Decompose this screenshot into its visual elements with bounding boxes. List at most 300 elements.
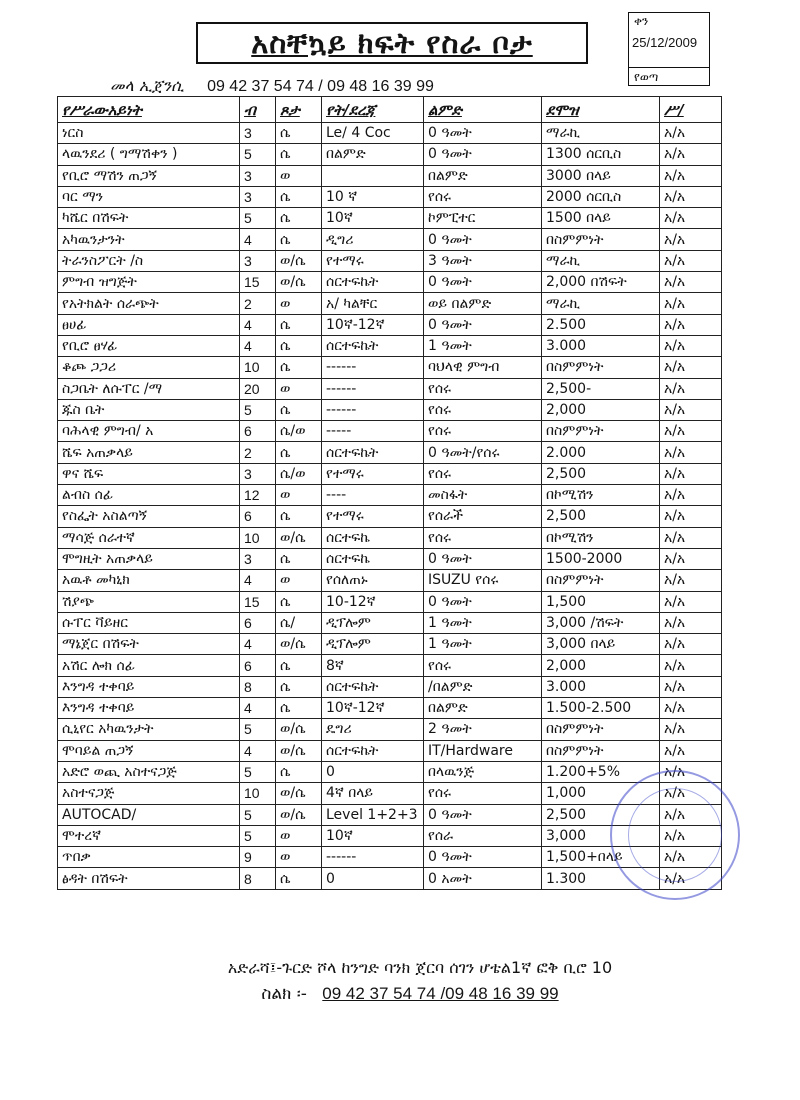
cell-job-type: ሼፍ አጠቃላይ (58, 442, 240, 463)
footer-phone-line (150, 984, 670, 1004)
cell-location: አ/አ (660, 698, 722, 719)
cell-count: 4 (240, 229, 276, 250)
cell-salary: በስምምነት (542, 357, 660, 378)
cell-experience: 0 አመት (424, 868, 542, 889)
cell-count: 5 (240, 399, 276, 420)
cell-education: የሰለጠኑ (322, 570, 424, 591)
cell-location: አ/አ (660, 868, 722, 889)
cell-count: 3 (240, 186, 276, 207)
table-row (58, 655, 722, 676)
cell-count: 9 (240, 847, 276, 868)
cell-location: አ/አ (660, 485, 722, 506)
cell-gender: ወ (276, 293, 322, 314)
cell-location: አ/አ (660, 740, 722, 761)
cell-job-type: ቆጮ ጋጋሪ (58, 357, 240, 378)
cell-gender: ሴ (276, 655, 322, 676)
cell-experience: 0 ዓመት (424, 847, 542, 868)
cell-salary: በኮሚሽን (542, 485, 660, 506)
cell-salary: 3000 በላይ (542, 165, 660, 186)
cell-education: 10-12ኛ (322, 591, 424, 612)
cell-salary: 2,000 (542, 655, 660, 676)
cell-experience: 1 ዓመት (424, 634, 542, 655)
footer-phone-label: ስልክ ፡- (261, 984, 307, 1004)
cell-education: ሰርተፍኬት (322, 676, 424, 697)
cell-education: ---- (322, 485, 424, 506)
table-header-row (58, 97, 722, 123)
cell-gender: ሴ (276, 591, 322, 612)
cell-count: 6 (240, 655, 276, 676)
table-row (58, 570, 722, 591)
cell-experience: /በልምድ (424, 676, 542, 697)
cell-education: ----- (322, 421, 424, 442)
table-row (58, 399, 722, 420)
cell-location: አ/አ (660, 165, 722, 186)
cell-count: 3 (240, 463, 276, 484)
cell-gender: ወ (276, 165, 322, 186)
table-row (58, 761, 722, 782)
cell-count: 4 (240, 740, 276, 761)
table-row (58, 698, 722, 719)
cell-count: 5 (240, 208, 276, 229)
table-row (58, 378, 722, 399)
cell-job-type: የቢሮ ማሽን ጠጋኝ (58, 165, 240, 186)
cell-gender: ሴ (276, 868, 322, 889)
cell-education: 10ኛ-12ኛ (322, 698, 424, 719)
cell-experience: 0 ዓመት (424, 591, 542, 612)
cell-education: ሰርተፍኬ (322, 548, 424, 569)
jobs-table (57, 96, 722, 890)
cell-experience: IT/Hardware (424, 740, 542, 761)
cell-salary: 2,500- (542, 378, 660, 399)
cell-education: 0 (322, 868, 424, 889)
table-row (58, 783, 722, 804)
cell-experience: ባህላዊ ምግብ (424, 357, 542, 378)
cell-salary: 3.000 (542, 335, 660, 356)
cell-experience: 0 ዓመት (424, 144, 542, 165)
cell-education: ------ (322, 357, 424, 378)
cell-job-type: ጁስ ቤት (58, 399, 240, 420)
cell-experience: 0 ዓመት (424, 548, 542, 569)
table-row (58, 442, 722, 463)
cell-gender: ሴ (276, 442, 322, 463)
table-row (58, 676, 722, 697)
cell-salary: 1,500+በላይ (542, 847, 660, 868)
cell-job-type: ሱፐር ቫይዘር (58, 612, 240, 633)
cell-salary: 2.500 (542, 314, 660, 335)
cell-education (322, 165, 424, 186)
cell-education: ሰርተፍኬት (322, 442, 424, 463)
cell-salary: በስምምነት (542, 229, 660, 250)
cell-location: አ/አ (660, 123, 722, 144)
cell-experience: የሰሩ (424, 399, 542, 420)
date-value: 25/12/2009 (632, 35, 698, 50)
cell-job-type: ሞተረኛ (58, 825, 240, 846)
cell-location: አ/አ (660, 229, 722, 250)
cell-experience: በልምድ (424, 698, 542, 719)
cell-count: 8 (240, 676, 276, 697)
cell-experience: በልምድ (424, 165, 542, 186)
cell-location: አ/አ (660, 676, 722, 697)
cell-experience: የሰሩ (424, 186, 542, 207)
table-row (58, 421, 722, 442)
cell-job-type: ማሳጅ ሰራተኛ (58, 527, 240, 548)
table-row (58, 804, 722, 825)
cell-gender: ወ (276, 570, 322, 591)
cell-count: 8 (240, 868, 276, 889)
agency-phones: 09 42 37 54 74 / 09 48 16 39 99 (207, 78, 434, 95)
table-row (58, 825, 722, 846)
table-row (58, 463, 722, 484)
cell-salary: 2,500 (542, 463, 660, 484)
cell-job-type: እንግዳ ተቀባይ (58, 676, 240, 697)
cell-experience: የሰሩ (424, 655, 542, 676)
cell-salary: 1.300 (542, 868, 660, 889)
cell-job-type: ሲኒየር አካዉንታት (58, 719, 240, 740)
table-row (58, 335, 722, 356)
cell-gender: ወ (276, 485, 322, 506)
cell-experience: 0 ዓመት (424, 314, 542, 335)
cell-count: 12 (240, 485, 276, 506)
table-row (58, 314, 722, 335)
cell-gender: ወ (276, 378, 322, 399)
cell-salary: ማራኪ (542, 293, 660, 314)
cell-count: 5 (240, 761, 276, 782)
table-row (58, 719, 722, 740)
cell-location: አ/አ (660, 847, 722, 868)
cell-education: ዲፕሎም (322, 634, 424, 655)
cell-location: አ/አ (660, 442, 722, 463)
cell-job-type: ፅዳት በሽፍት (58, 868, 240, 889)
cell-experience: 0 ዓመት (424, 804, 542, 825)
cell-location: አ/አ (660, 144, 722, 165)
cell-education: የተማሩ (322, 250, 424, 271)
cell-salary: ማራኪ (542, 250, 660, 271)
cell-job-type: አስተናጋጅ (58, 783, 240, 804)
cell-salary: 1.500-2.500 (542, 698, 660, 719)
cell-location: አ/አ (660, 825, 722, 846)
agency-name: መላ ኢጀንሲ (110, 76, 184, 95)
cell-count: 3 (240, 165, 276, 186)
cell-gender: ሴ (276, 186, 322, 207)
cell-education: ሰርተፍኬት (322, 740, 424, 761)
cell-salary: 3,000 /ሽፍት (542, 612, 660, 633)
cell-job-type: ነርስ (58, 123, 240, 144)
cell-count: 15 (240, 591, 276, 612)
cell-job-type: አሽር ሎክ ሰፊ (58, 655, 240, 676)
cell-education: ሰርተፍኬ (322, 527, 424, 548)
cell-salary: 2,500 (542, 506, 660, 527)
cell-experience: የሰሩ (424, 378, 542, 399)
table-row (58, 357, 722, 378)
cell-location: አ/አ (660, 612, 722, 633)
header-education: የት/ደረጃ (322, 97, 424, 123)
cell-experience: 0 ዓመት (424, 272, 542, 293)
ref-label: የወጣ (634, 70, 659, 84)
cell-gender: ሴ (276, 399, 322, 420)
table-row (58, 250, 722, 271)
cell-job-type: የአትክልት ሰራጭት (58, 293, 240, 314)
cell-gender: ወ/ሴ (276, 527, 322, 548)
cell-education: በልምድ (322, 144, 424, 165)
cell-location: አ/አ (660, 272, 722, 293)
cell-location: አ/አ (660, 250, 722, 271)
cell-salary: 3,000 በላይ (542, 634, 660, 655)
cell-count: 6 (240, 421, 276, 442)
agency-line (110, 76, 590, 98)
cell-experience: የሰሩ (424, 421, 542, 442)
date-box (628, 12, 710, 86)
cell-experience: የሰሩ (424, 783, 542, 804)
cell-count: 5 (240, 719, 276, 740)
cell-location: አ/አ (660, 634, 722, 655)
cell-location: አ/አ (660, 399, 722, 420)
table-row (58, 634, 722, 655)
cell-count: 3 (240, 250, 276, 271)
cell-gender: ወ/ሴ (276, 250, 322, 271)
table-row (58, 272, 722, 293)
cell-gender: ሴ/ወ (276, 421, 322, 442)
cell-salary: 1,000 (542, 783, 660, 804)
cell-gender: ወ (276, 847, 322, 868)
cell-salary: 1.200+5% (542, 761, 660, 782)
cell-experience: ISUZU የሰሩ (424, 570, 542, 591)
cell-gender: ሴ (276, 548, 322, 569)
cell-location: አ/አ (660, 293, 722, 314)
cell-education: ሰርተፍኬት (322, 335, 424, 356)
cell-experience: 0 ዓመት/የሰሩ (424, 442, 542, 463)
cell-gender: ወ/ሴ (276, 740, 322, 761)
cell-count: 4 (240, 634, 276, 655)
cell-job-type: ጥበቃ (58, 847, 240, 868)
cell-experience: 0 ዓመት (424, 229, 542, 250)
cell-experience: 1 ዓመት (424, 335, 542, 356)
header-location: ሥ/ (660, 97, 722, 123)
cell-location: አ/አ (660, 655, 722, 676)
cell-gender: ሴ (276, 676, 322, 697)
cell-education: ሰርተፍኬት (322, 272, 424, 293)
cell-count: 10 (240, 783, 276, 804)
cell-education: የተማሩ (322, 463, 424, 484)
cell-location: አ/አ (660, 378, 722, 399)
cell-education: 10ኛ (322, 208, 424, 229)
footer-address: አድራሻ፤-ጉርድ ሾላ ከንግድ ባንክ ጀርባ ሰገን ሆቴል1ኛ ፎቅ ቢሮ 10 (227, 958, 613, 977)
cell-location: አ/አ (660, 591, 722, 612)
cell-experience: 2 ዓመት (424, 719, 542, 740)
cell-education: 4ኛ በላይ (322, 783, 424, 804)
cell-salary: በኮሚሽን (542, 527, 660, 548)
cell-job-type: ትራንስፖርት /ስ (58, 250, 240, 271)
table-row (58, 208, 722, 229)
cell-job-type: ፀሀፊ (58, 314, 240, 335)
cell-location: አ/አ (660, 761, 722, 782)
cell-salary: በስምምነት (542, 740, 660, 761)
footer-phones: 09 42 37 54 74 /09 48 16 39 99 (322, 984, 559, 1003)
cell-salary: ማራኪ (542, 123, 660, 144)
cell-job-type: አካዉንታንት (58, 229, 240, 250)
cell-count: 10 (240, 527, 276, 548)
date-label: ቀን (634, 14, 649, 28)
cell-count: 4 (240, 314, 276, 335)
cell-count: 10 (240, 357, 276, 378)
cell-experience: ወይ በልምድ (424, 293, 542, 314)
cell-location: አ/አ (660, 314, 722, 335)
cell-count: 2 (240, 293, 276, 314)
cell-job-type: የቢሮ ፀሃፊ (58, 335, 240, 356)
table-row (58, 293, 722, 314)
cell-salary: 2.000 (542, 442, 660, 463)
table-row (58, 123, 722, 144)
cell-gender: ሴ/ (276, 612, 322, 633)
cell-experience: 1 ዓመት (424, 612, 542, 633)
header-experience: ልምድ (424, 97, 542, 123)
table-row (58, 868, 722, 889)
cell-count: 5 (240, 144, 276, 165)
cell-salary: 3,000 (542, 825, 660, 846)
cell-gender: ሴ (276, 208, 322, 229)
cell-location: አ/አ (660, 548, 722, 569)
cell-job-type: ልብስ ሰፊ (58, 485, 240, 506)
table-row (58, 485, 722, 506)
table-row (58, 144, 722, 165)
cell-gender: ሴ (276, 144, 322, 165)
cell-count: 4 (240, 335, 276, 356)
cell-education: Le/ 4 Coc (322, 123, 424, 144)
cell-gender: ሴ (276, 229, 322, 250)
table-row (58, 740, 722, 761)
cell-count: 2 (240, 442, 276, 463)
cell-salary: 2,000 (542, 399, 660, 420)
cell-location: አ/አ (660, 208, 722, 229)
table-row (58, 548, 722, 569)
cell-experience: በላዉንጅ (424, 761, 542, 782)
cell-count: 3 (240, 548, 276, 569)
cell-education: ------ (322, 378, 424, 399)
page-title (196, 22, 588, 64)
cell-education: 0 (322, 761, 424, 782)
cell-education: Level 1+2+3 (322, 804, 424, 825)
cell-job-type: ማኔጀር በሽፍት (58, 634, 240, 655)
cell-salary: 1500 በላይ (542, 208, 660, 229)
cell-education: 10 ኛ (322, 186, 424, 207)
cell-education: ዲፕሎም (322, 612, 424, 633)
cell-job-type: ሞባይል ጠጋኝ (58, 740, 240, 761)
cell-location: አ/አ (660, 783, 722, 804)
cell-education: ዴግሪ (322, 719, 424, 740)
cell-job-type: አዉቶ መካኒክ (58, 570, 240, 591)
cell-job-type: ስጋቤት ለሱፐር /ማ (58, 378, 240, 399)
cell-salary: በስምምነት (542, 570, 660, 591)
table-row (58, 186, 722, 207)
header-job-type: የሥራውአይነት (58, 97, 240, 123)
cell-education: አ/ ካልቸር (322, 293, 424, 314)
cell-education: 10ኛ (322, 825, 424, 846)
cell-salary: 2,000 በሽፍት (542, 272, 660, 293)
table-row (58, 591, 722, 612)
cell-job-type: የስፌት አስልጣኝ (58, 506, 240, 527)
cell-gender: ሴ (276, 357, 322, 378)
cell-count: 4 (240, 570, 276, 591)
cell-education: ------ (322, 399, 424, 420)
cell-job-type: ባር ማን (58, 186, 240, 207)
jobs-table-body (58, 123, 722, 890)
cell-job-type: AUTOCAD/ (58, 804, 240, 825)
cell-job-type: ላዉንደሪ ( ግማሽቀን ) (58, 144, 240, 165)
cell-salary: በስምምነት (542, 719, 660, 740)
cell-salary: 3.000 (542, 676, 660, 697)
cell-count: 3 (240, 123, 276, 144)
cell-location: አ/አ (660, 506, 722, 527)
cell-experience: የሰሩ (424, 463, 542, 484)
table-row (58, 847, 722, 868)
cell-experience: ኮምፒተር (424, 208, 542, 229)
cell-count: 6 (240, 506, 276, 527)
cell-education: 10ኛ-12ኛ (322, 314, 424, 335)
table-row (58, 229, 722, 250)
cell-gender: ሴ (276, 314, 322, 335)
cell-location: አ/አ (660, 186, 722, 207)
table-row (58, 506, 722, 527)
cell-location: አ/አ (660, 335, 722, 356)
cell-experience: የሰራች (424, 506, 542, 527)
cell-salary: በስምምነት (542, 421, 660, 442)
cell-gender: ሴ (276, 698, 322, 719)
cell-gender: ወ/ሴ (276, 272, 322, 293)
header-count: ብ (240, 97, 276, 123)
cell-location: አ/አ (660, 463, 722, 484)
cell-experience: የሰሩ (424, 527, 542, 548)
cell-salary: 2000 ሰርቢስ (542, 186, 660, 207)
cell-count: 20 (240, 378, 276, 399)
cell-salary: 1500-2000 (542, 548, 660, 569)
cell-count: 5 (240, 804, 276, 825)
cell-gender: ሴ (276, 506, 322, 527)
cell-location: አ/አ (660, 357, 722, 378)
cell-gender: ወ/ሴ (276, 719, 322, 740)
cell-gender: ሴ (276, 123, 322, 144)
cell-job-type: ባሕላዊ ምግብ/ አ (58, 421, 240, 442)
date-box-divider (629, 67, 709, 68)
cell-count: 4 (240, 698, 276, 719)
cell-job-type: እንግዳ ተቀባይ (58, 698, 240, 719)
cell-job-type: አድሮ ወጪ አስተናጋጅ (58, 761, 240, 782)
cell-gender: ወ/ሴ (276, 783, 322, 804)
cell-count: 15 (240, 272, 276, 293)
table-row (58, 612, 722, 633)
cell-job-type: ሽያጭ (58, 591, 240, 612)
cell-gender: ሴ (276, 335, 322, 356)
cell-experience: የሰራ (424, 825, 542, 846)
cell-gender: ወ/ሴ (276, 804, 322, 825)
cell-experience: መስፋት (424, 485, 542, 506)
table-row (58, 527, 722, 548)
cell-job-type: ምግብ ዝግጅት (58, 272, 240, 293)
cell-count: 5 (240, 825, 276, 846)
cell-gender: ሴ (276, 761, 322, 782)
header-gender: ጾታ (276, 97, 322, 123)
cell-location: አ/አ (660, 570, 722, 591)
cell-gender: ሴ/ወ (276, 463, 322, 484)
cell-salary: 1300 ሰርቢስ (542, 144, 660, 165)
cell-job-type: ሞግዚት አጠቃላይ (58, 548, 240, 569)
cell-education: 8ኛ (322, 655, 424, 676)
page-title-text: አስቸኳይ ክፍት የስራ ቦታ (251, 25, 533, 60)
cell-gender: ወ/ሴ (276, 634, 322, 655)
cell-location: አ/አ (660, 527, 722, 548)
cell-count: 6 (240, 612, 276, 633)
header-salary: ደሞዝ (542, 97, 660, 123)
cell-job-type: ዋና ሼፍ (58, 463, 240, 484)
cell-gender: ወ (276, 825, 322, 846)
